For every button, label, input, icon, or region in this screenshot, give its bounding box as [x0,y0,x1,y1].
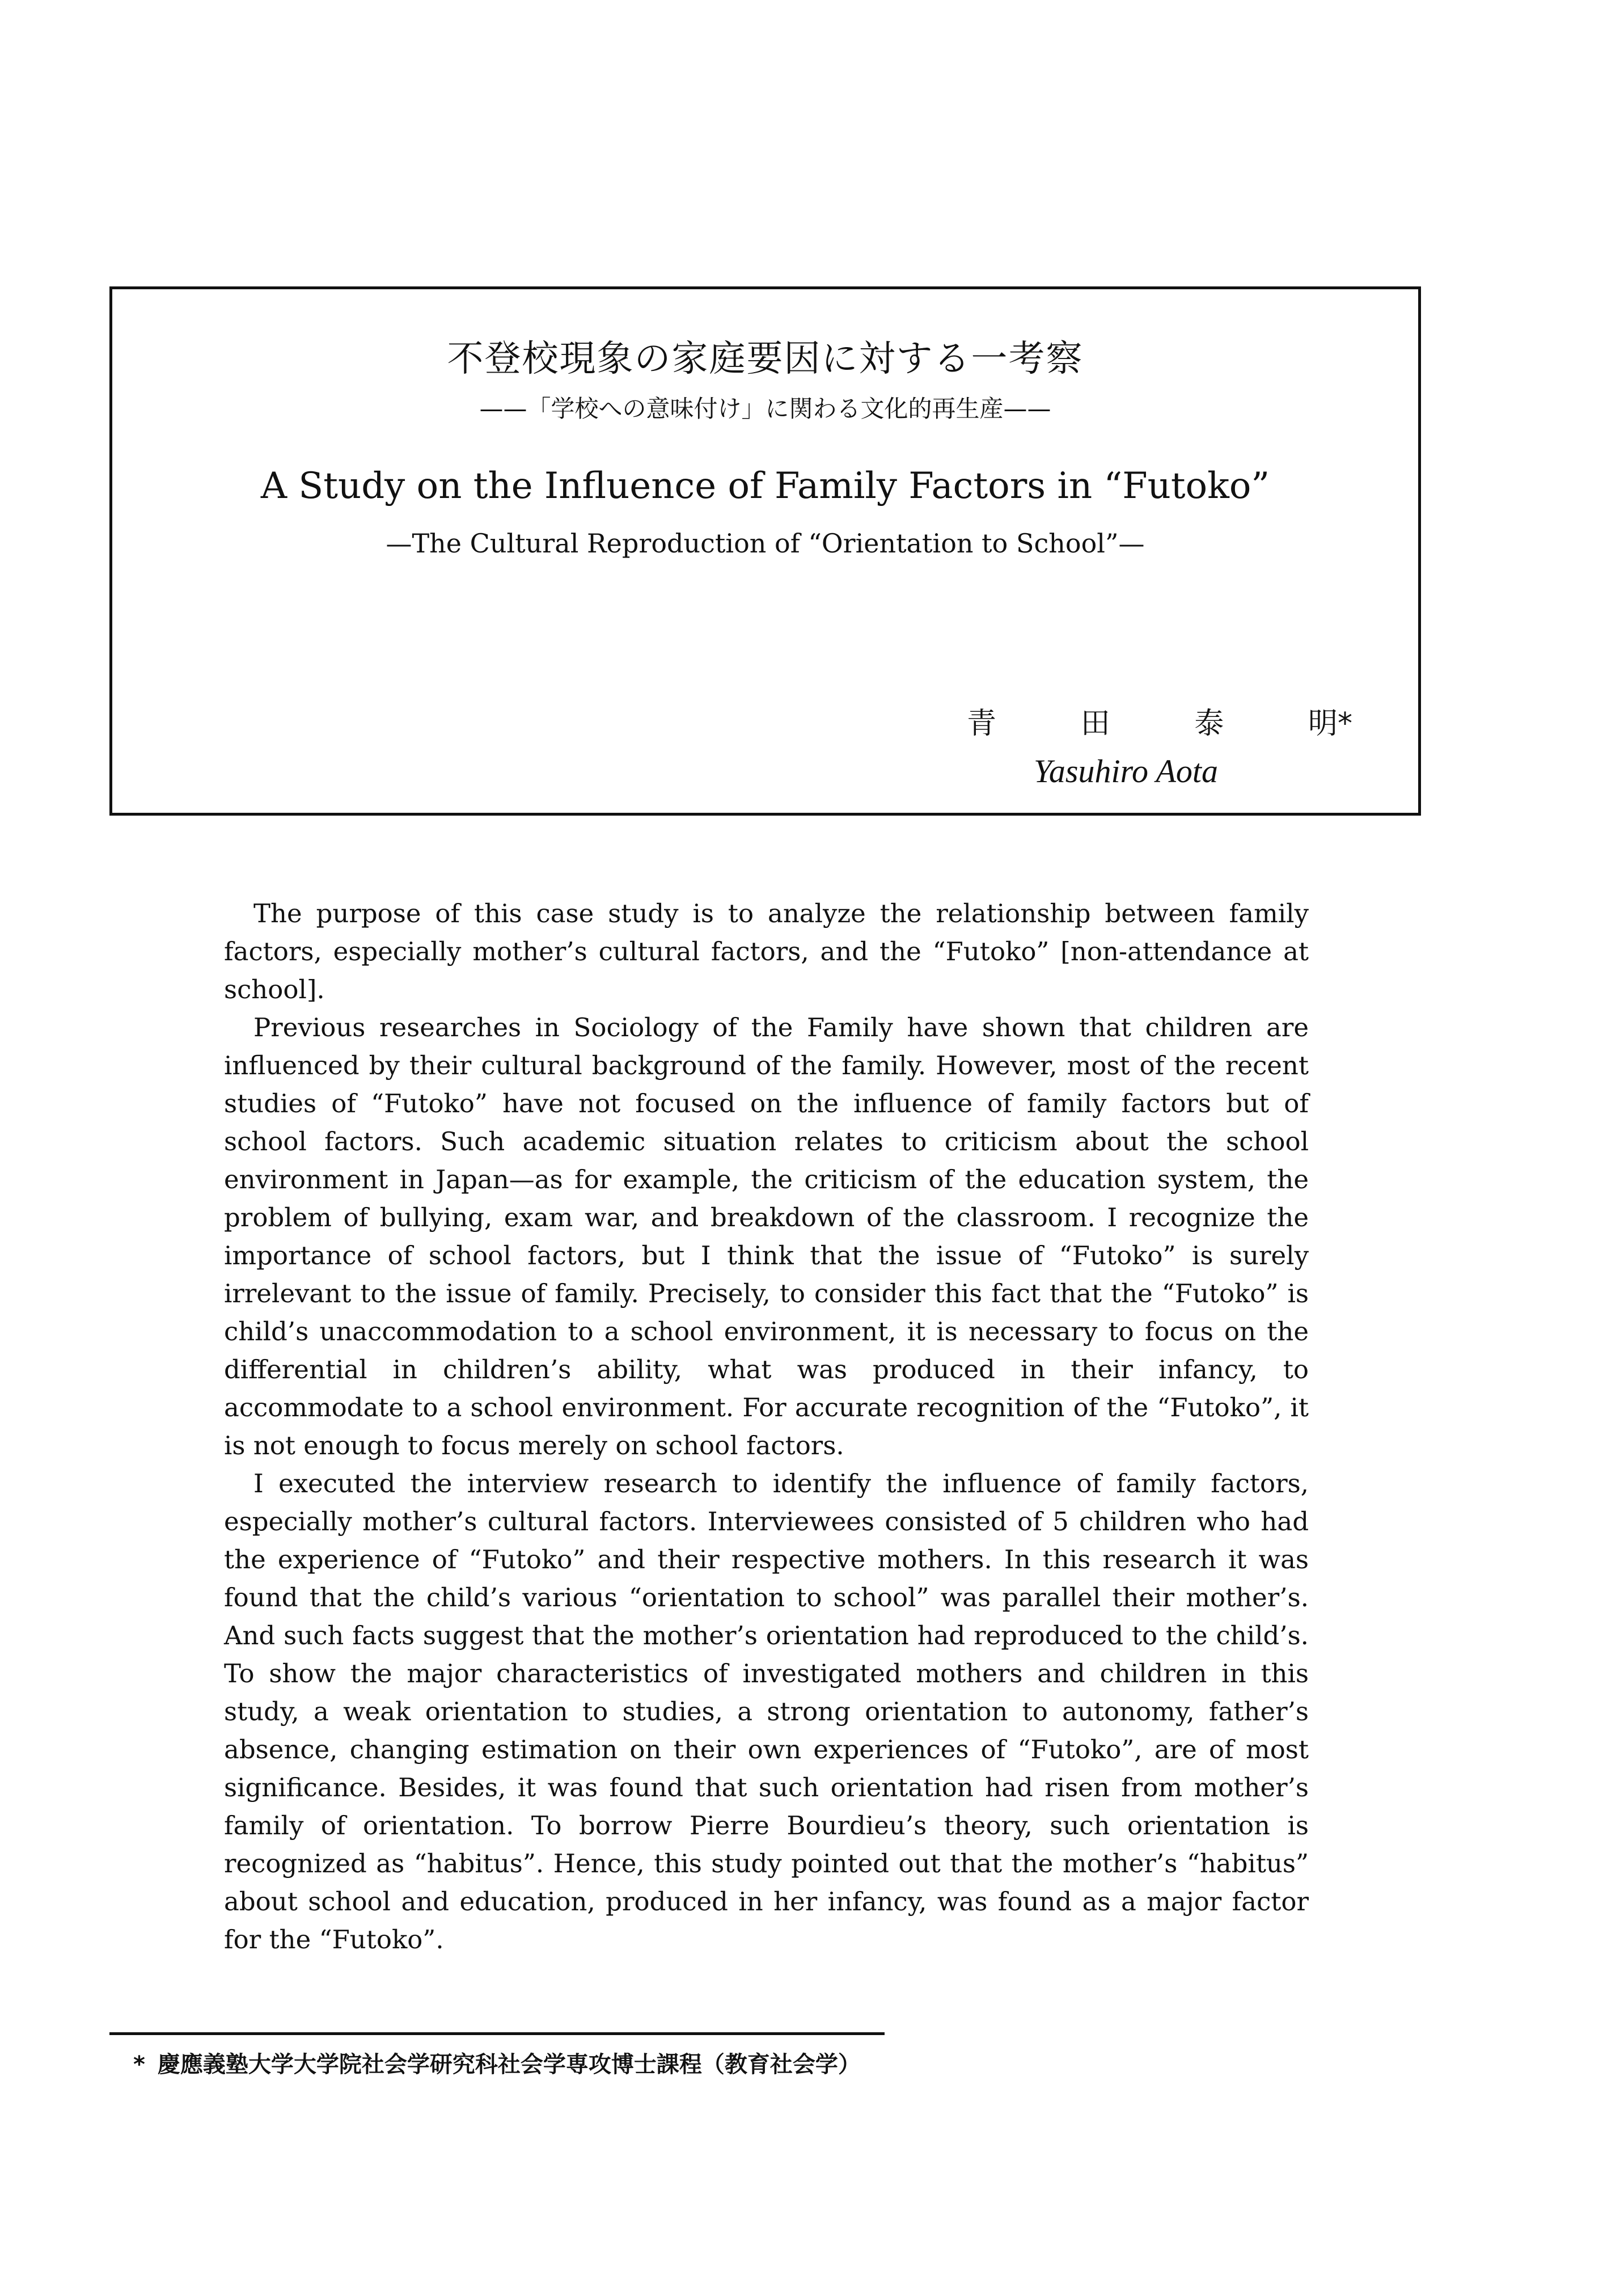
english-subtitle: —The Cultural Reproduction of “Orientation to School”— [386,528,1145,559]
author-name-char: 明* [1308,707,1352,741]
english-title: A Study on the Influence of Family Factors in “Futoko” [260,465,1270,507]
title-box [109,286,1421,816]
author-name-japanese [967,705,1352,742]
abstract [224,894,1309,1959]
author-name-char: 田 [1080,707,1110,741]
japanese-subtitle: ——「学校への意味付け」に関わる文化的再生産—— [479,395,1051,423]
author-name-english: Yasuhiro Aota [1034,753,1219,790]
author-name-char: 青 [967,707,997,741]
japanese-title: 不登校現象の家庭要因に対する一考察 [447,338,1084,380]
footnote-mark: * [133,2052,145,2078]
abstract-paragraph: The purpose of this case study is to analyze the relationship between family factors, especially mother’s cultural factors, and the “Futoko” [non-attendance at school]. [224,898,1309,1004]
footnote [133,2049,861,2080]
abstract-paragraph: I executed the interview research to identify the influence of family factors, especially mother’s cultural factors. Interviewees consisted of 5 children who had the experience of “Futoko” and their respective mothers. In this research it was found that the child’s various “orientation to school” was parallel their mother’s. And such facts suggest that the mother’s orientation had reproduced to the child’s. To show the major characteristics of investigated mothers and children in this study, a weak orientation to studies, a strong orientation to autonomy, father’s absence, changing estimation on their own experiences of “Futoko”, are of most significance. Besides, it was found that such orientation had risen from mother’s family of orientation. To borrow Pierre Bourdieu’s theory, such orientation is recognized as “habitus”. Hence, this study pointed out that the mother’s “habitus” about school and education, produced in her infancy, was found as a major factor for the “Futoko”. [224,1468,1309,1955]
footnote-divider [109,2032,885,2035]
footnote-text: 慶應義塾大学大学院社会学研究科社会学専攻博士課程（教育社会学） [157,2052,861,2078]
abstract-paragraph: Previous researches in Sociology of the Family have shown that children are influenced by their cultural background of the family. However, most of the recent studies of “Futoko” have not focused on the influence of family factors but of school factors. Such academic situation relates to criticism about the school environment in Japan—as for example, the criticism of the education system, the problem of bullying, exam war, and breakdown of the classroom. I recognize the importance of school factors, but I think that the issue of “Futoko” is surely irrelevant to the issue of family. Precisely, to consider this fact that the “Futoko” is child’s unaccommodation to a school environment, it is necessary to focus on the differential in children’s ability, what was produced in their infancy, to accommodate to a school environment. For accurate recognition of the “Futoko”, it is not enough to focus merely on school factors. [224,1012,1309,1461]
author-name-char: 泰 [1194,707,1224,741]
